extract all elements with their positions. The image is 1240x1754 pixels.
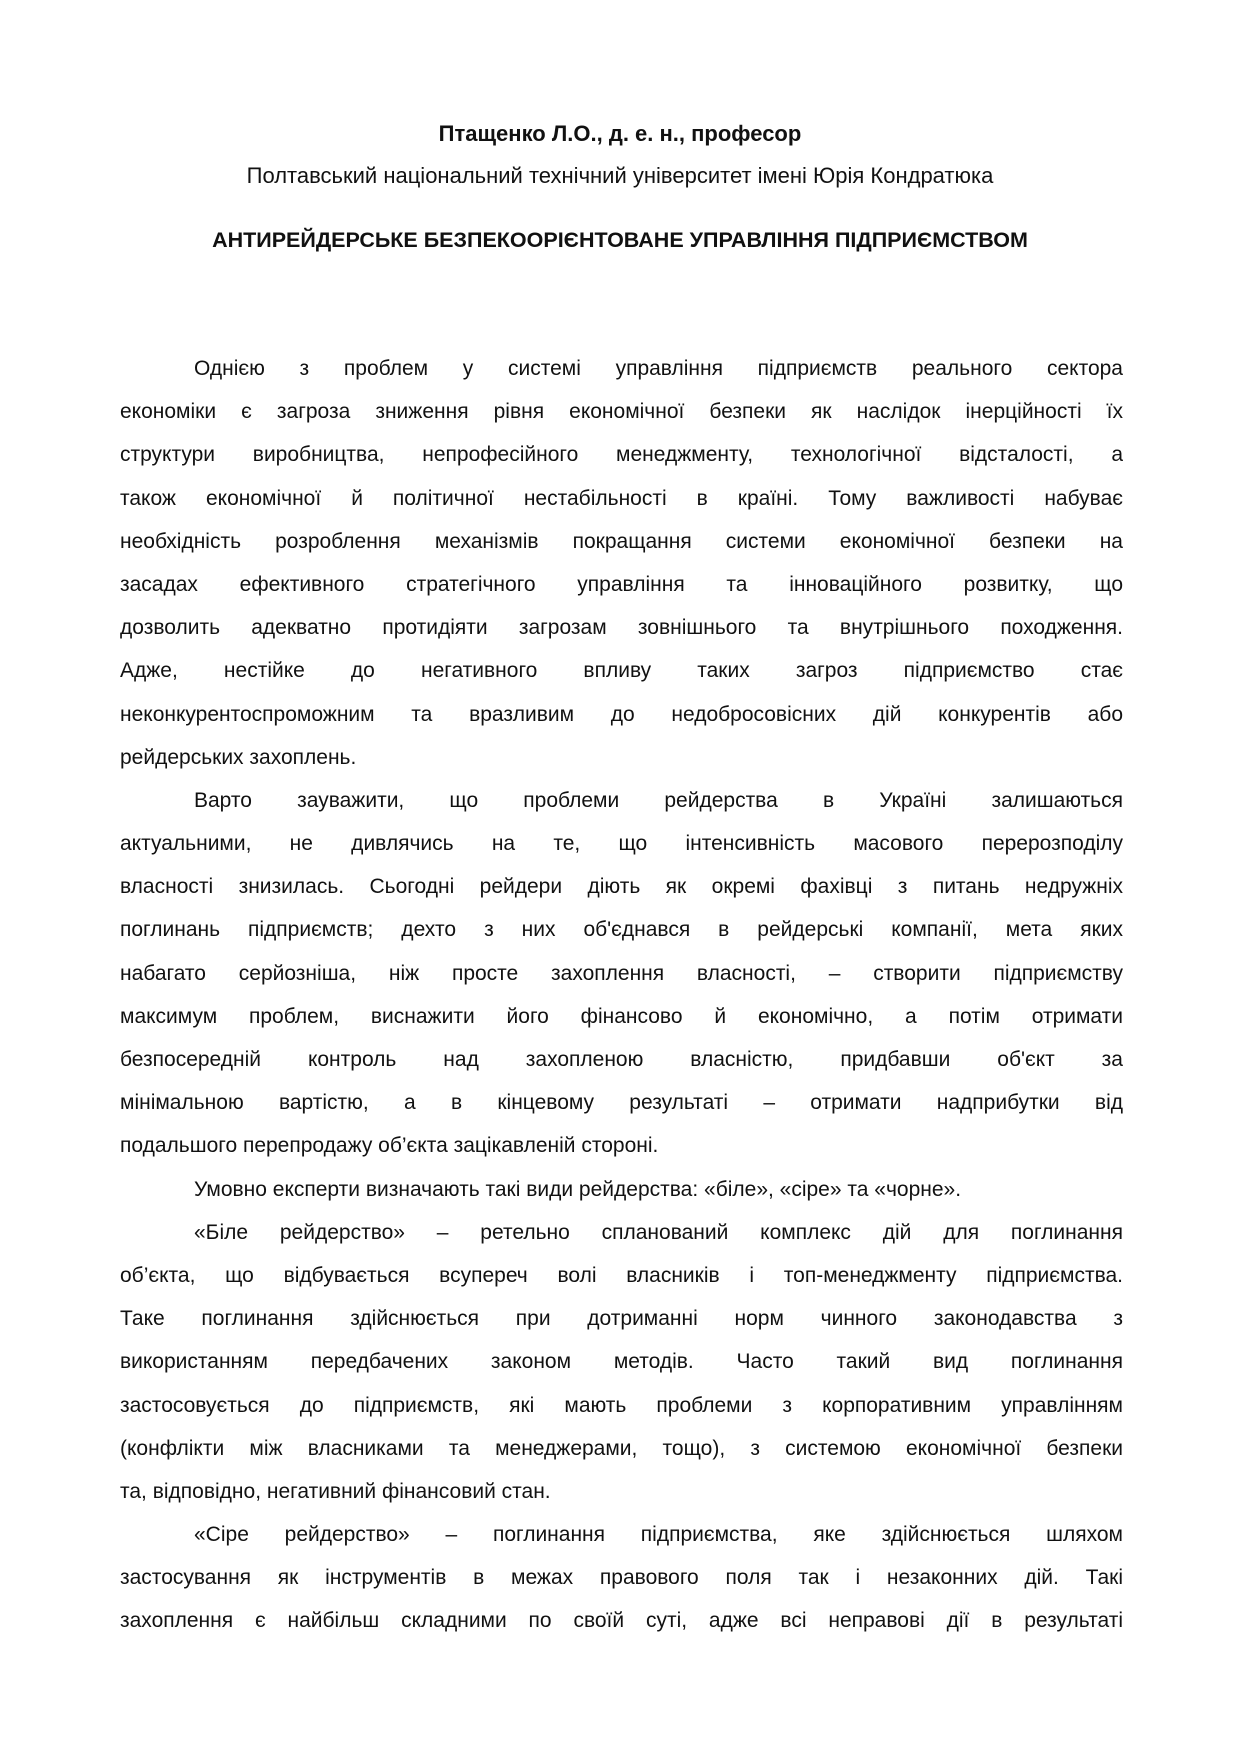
affiliation-line: Полтавський національний технічний університет імені Юрія Кондратюка	[246, 163, 994, 188]
text-line: неконкурентоспроможним та вразливим до недобросовісних дій конкурентів або	[120, 702, 1123, 726]
text-line: Варто зауважити, що проблеми рейдерства в Україні залишаються	[194, 788, 1123, 812]
article-body	[120, 347, 1123, 1643]
text-line: використанням передбачених законом методів. Часто такий вид поглинання	[120, 1350, 1123, 1374]
text-line: Однією з проблем у системі управління підприємств реального сектора	[194, 357, 1123, 380]
paragraph	[120, 347, 1123, 779]
paragraph	[120, 1168, 1123, 1211]
text-line: структури виробництва, непрофесійного менеджменту, технологічної відсталості, а	[120, 443, 1123, 467]
text-line: та, відповідно, негативний фінансовий стан.	[120, 1479, 551, 1503]
text-line: захоплення є найбільш складними по своїй суті, адже всі неправові дії в результаті	[120, 1609, 1123, 1633]
text-line: актуальними, не дивлячись на те, що інтенсивність масового перерозподілу	[120, 832, 1123, 856]
text-line: «Біле рейдерство» – ретельно спланований комплекс дій для поглинання	[194, 1220, 1123, 1244]
text-line: економіки є загроза зниження рівня економічної безпеки як наслідок інерційності їх	[120, 400, 1123, 424]
text-line: власності знизилась. Сьогодні рейдери діють як окремі фахівці з питань недружніх	[120, 875, 1123, 899]
text-line: безпосередній контроль над захопленою власністю, придбавши об'єкт за	[120, 1048, 1123, 1071]
text-line: максимум проблем, виснажити його фінансово й економічно, а потім отримати	[120, 1004, 1123, 1028]
text-line: застосовується до підприємств, які мають проблеми з корпоративним управлінням	[120, 1393, 1123, 1417]
text-line: засадах ефективного стратегічного управління та інноваційного розвитку, що	[120, 572, 1123, 596]
author-line: Птащенко Л.О., д. е. н., професор	[438, 121, 802, 146]
article-title: АНТИРЕЙДЕРСЬКЕ БЕЗПЕКООРІЄНТОВАНЕ УПРАВЛІННЯ ПІДПРИЄМСТВОМ	[212, 228, 1028, 252]
text-line: Адже, нестійке до негативного впливу таких загроз підприємство стає	[120, 659, 1123, 683]
text-line: мінімальною вартістю, а в кінцевому результаті – отримати надприбутки від	[120, 1091, 1123, 1115]
paragraph	[120, 1513, 1123, 1643]
text-line: також економічної й політичної нестабільності в країні. Тому важливості набуває	[120, 486, 1123, 510]
text-line: застосування як інструментів в межах правового поля так і незаконних дій. Такі	[120, 1566, 1123, 1590]
text-line: Таке поглинання здійснюється при дотриманні норм чинного законодавства з	[120, 1307, 1123, 1331]
text-line: Умовно експерти визначають такі види рейдерства: «біле», «сіре» та «чорне».	[194, 1177, 962, 1201]
text-line: необхідність розроблення механізмів покращання системи економічної безпеки на	[120, 529, 1123, 553]
text-line: подальшого перепродажу об’єкта зацікавленій стороні.	[120, 1134, 659, 1158]
text-line: «Сіре рейдерство» – поглинання підприємства, яке здійснюється шляхом	[194, 1523, 1123, 1547]
paragraph	[120, 779, 1123, 1168]
text-line: набагато серйозніша, ніж просте захоплення власності, – створити підприємству	[120, 961, 1123, 985]
text-line: рейдерських захоплень.	[120, 745, 357, 769]
text-line: поглинань підприємств; дехто з них об'єднався в рейдерські компанії, мета яких	[120, 918, 1123, 942]
text-line: (конфлікти між власниками та менеджерами, тощо), з системою економічної безпеки	[120, 1436, 1123, 1460]
text-line: об’єкта, що відбувається всупереч волі власників і топ-менеджменту підприємства.	[120, 1263, 1123, 1287]
text-line: дозволить адекватно протидіяти загрозам зовнішнього та внутрішнього походження.	[120, 616, 1123, 640]
paragraph	[120, 1211, 1123, 1513]
